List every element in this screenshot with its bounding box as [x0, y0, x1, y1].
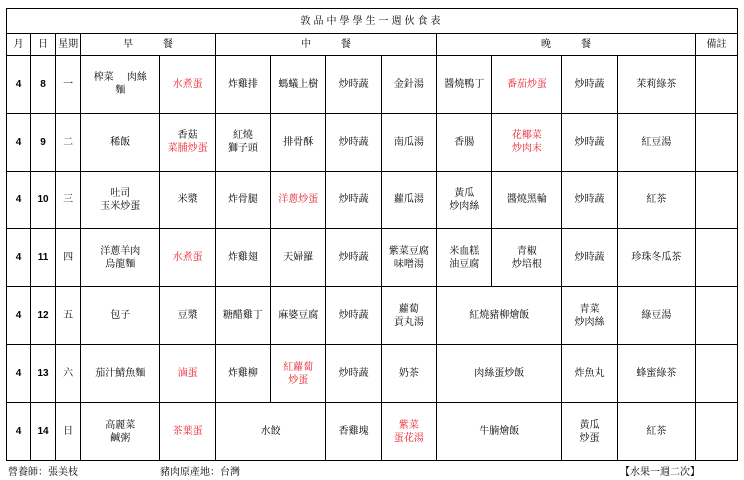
- dish-cell: [492, 113, 562, 171]
- dish-cell: [562, 55, 617, 113]
- dish-name: 黃瓜: [454, 187, 475, 199]
- month-cell: 4: [7, 287, 31, 345]
- dish-name: 炸骨腿: [227, 194, 258, 206]
- dish-cell: [562, 113, 617, 171]
- dish-name: 麵: [115, 85, 126, 97]
- dish-name: 蜂蜜綠茶: [636, 368, 677, 380]
- dish-name: 牛腩燴飯: [479, 426, 520, 438]
- dish-cell: [271, 345, 326, 403]
- dish-cell: [215, 287, 270, 345]
- dish-cell: [562, 229, 617, 287]
- remark-cell: [696, 403, 738, 461]
- dish-name: 炒時蔬: [574, 194, 605, 206]
- dish-cell: [215, 229, 270, 287]
- dish-name: 紅蘿蔔: [283, 361, 314, 373]
- dish-cell: [81, 171, 160, 229]
- day-cell: 12: [31, 287, 56, 345]
- dish-name: 炒蛋: [579, 432, 600, 444]
- dish-name: 米血糕: [449, 245, 480, 257]
- dish-cell: [617, 345, 695, 403]
- weekday-cell: 日: [56, 403, 81, 461]
- dish-name: 金針湯: [393, 78, 424, 90]
- dish-name: 紅燒: [232, 130, 253, 142]
- day-cell: 11: [31, 229, 56, 287]
- dish-name: 炸魚丸: [574, 368, 605, 380]
- dish-name: 洋蔥羊肉: [100, 245, 141, 257]
- dish-cell: [160, 171, 215, 229]
- dish-name: 奶茶: [398, 368, 419, 380]
- remark-cell: [696, 345, 738, 403]
- month-cell: 4: [7, 345, 31, 403]
- dish-name: 醬燒黑輪: [506, 194, 547, 206]
- dish-cell: [160, 345, 215, 403]
- dish-cell: [271, 287, 326, 345]
- dish-cell: [617, 171, 695, 229]
- dish-cell: [160, 229, 215, 287]
- menu-day-row: [7, 345, 738, 403]
- day-cell: 13: [31, 345, 56, 403]
- dish-name: 滷蛋: [177, 368, 198, 380]
- dish-name: 醬燒鴨丁: [444, 78, 485, 90]
- dish-cell: [381, 55, 436, 113]
- dish-name: 茶葉蛋: [172, 426, 203, 438]
- menu-title: 敦品中學學生一週伙食表: [7, 9, 738, 34]
- dish-cell: [617, 55, 695, 113]
- dish-name: 炒時蔬: [574, 78, 605, 90]
- dish-cell: [160, 113, 215, 171]
- header-row: [7, 34, 738, 55]
- weekday-cell: 二: [56, 113, 81, 171]
- dish-cell: [326, 345, 381, 403]
- menu-day-row: [7, 55, 738, 113]
- dish-name: 花椰菜: [511, 130, 542, 142]
- dish-name: 青菜: [579, 303, 600, 315]
- dish-name: 米漿: [177, 194, 198, 206]
- dish-cell: [437, 287, 562, 345]
- remark-cell: [696, 113, 738, 171]
- dish-cell: [381, 345, 436, 403]
- dish-cell: [437, 55, 492, 113]
- dish-name: 紫菜豆腐: [388, 245, 429, 257]
- dish-cell: [437, 345, 562, 403]
- day-cell: 8: [31, 55, 56, 113]
- dish-name: 炸雞柳: [227, 368, 258, 380]
- dish-name: 炒時蔬: [574, 136, 605, 148]
- menu-day-row: [7, 403, 738, 461]
- dish-cell: [81, 229, 160, 287]
- dish-name: 炒肉絲: [574, 316, 605, 328]
- dish-name: 茄汁鯖魚麵: [95, 368, 146, 380]
- dish-name: 豆漿: [177, 310, 198, 322]
- dish-cell: [81, 287, 160, 345]
- dish-cell: [160, 287, 215, 345]
- dish-cell: [562, 171, 617, 229]
- dietitian-label: 營養師：張美枝: [8, 467, 78, 478]
- header-weekday: 星期: [56, 34, 81, 55]
- dish-cell: [215, 55, 270, 113]
- dish-cell: [437, 403, 562, 461]
- dish-cell: [381, 403, 436, 461]
- dish-name: 包子: [110, 310, 131, 322]
- month-cell: 4: [7, 113, 31, 171]
- dish-name: 蛋花湯: [393, 432, 424, 444]
- dish-cell: [326, 403, 381, 461]
- dish-name: 紫菜: [398, 419, 419, 431]
- dish-name: 炒時蔬: [338, 78, 369, 90]
- dish-name: 炒時蔬: [338, 310, 369, 322]
- dish-cell: [617, 287, 695, 345]
- dish-cell: [215, 171, 270, 229]
- weekday-cell: 三: [56, 171, 81, 229]
- dish-name: 玉米炒蛋: [100, 200, 141, 212]
- dish-cell: [271, 229, 326, 287]
- dish-name: 炒培根: [511, 258, 542, 270]
- month-cell: 4: [7, 55, 31, 113]
- dish-name: 炸雞排: [227, 78, 258, 90]
- dish-cell: [160, 403, 215, 461]
- dish-name: 洋蔥炒蛋: [278, 194, 319, 206]
- dish-cell: [492, 171, 562, 229]
- dish-cell: [215, 403, 326, 461]
- dish-cell: [381, 287, 436, 345]
- dish-name: 炒時蔬: [338, 136, 369, 148]
- dish-name: 水煮蛋: [172, 252, 203, 264]
- dish-name: 番茄炒蛋: [506, 78, 547, 90]
- dish-cell: [271, 113, 326, 171]
- header-dinner: 晚 餐: [437, 34, 696, 55]
- menu-days: [7, 55, 738, 460]
- dish-name: 蘿蔔: [398, 303, 419, 315]
- menu-day-row: [7, 229, 738, 287]
- header-day: 日: [31, 34, 56, 55]
- weekday-cell: 一: [56, 55, 81, 113]
- dish-name: 珍珠冬瓜茶: [631, 252, 682, 264]
- dish-name: 味噌湯: [393, 258, 424, 270]
- dish-cell: [326, 113, 381, 171]
- dish-name: 茉莉綠茶: [636, 78, 677, 90]
- month-cell: 4: [7, 229, 31, 287]
- dish-cell: [492, 55, 562, 113]
- dish-name: 糖醋雞丁: [222, 310, 263, 322]
- dish-cell: [326, 229, 381, 287]
- dish-name: 紅茶: [646, 426, 667, 438]
- header-remarks: 備註: [696, 34, 738, 55]
- day-cell: 14: [31, 403, 56, 461]
- header-month: 月: [7, 34, 31, 55]
- dish-name: 炒時蔬: [574, 252, 605, 264]
- dish-name: 水煮蛋: [172, 78, 203, 90]
- dish-cell: [562, 403, 617, 461]
- dish-cell: [617, 113, 695, 171]
- dish-name: 鹹粥: [110, 432, 131, 444]
- month-cell: 4: [7, 403, 31, 461]
- dish-name: 油豆腐: [449, 258, 480, 270]
- dish-name: 天婦羅: [283, 252, 314, 264]
- dish-cell: [160, 55, 215, 113]
- menu-day-row: [7, 113, 738, 171]
- dish-name: 炒時蔬: [338, 252, 369, 264]
- dish-cell: [271, 171, 326, 229]
- dish-name: 螞蟻上樹: [278, 78, 319, 90]
- weekday-cell: 六: [56, 345, 81, 403]
- dish-name: 紅茶: [646, 194, 667, 206]
- dish-name: 炒蛋: [288, 374, 309, 386]
- dish-cell: [617, 403, 695, 461]
- weekday-cell: 五: [56, 287, 81, 345]
- dish-name: 獅子頭: [227, 143, 258, 155]
- dish-name: 貢丸湯: [393, 316, 424, 328]
- dish-cell: [381, 113, 436, 171]
- dish-name: 麻婆豆腐: [278, 310, 319, 322]
- dish-name: 榨菜 肉絲: [93, 72, 147, 84]
- dish-cell: [81, 345, 160, 403]
- dish-name: 香腸: [454, 136, 475, 148]
- dish-cell: [437, 171, 492, 229]
- dish-name: 菜脯炒蛋: [167, 143, 208, 155]
- dish-name: 水餃: [260, 426, 281, 438]
- menu-day-row: [7, 287, 738, 345]
- dish-name: 炒肉末: [511, 143, 542, 155]
- dish-name: 炒時蔬: [338, 368, 369, 380]
- dish-cell: [381, 171, 436, 229]
- month-cell: 4: [7, 171, 31, 229]
- weekday-cell: 四: [56, 229, 81, 287]
- menu-day-row: [7, 171, 738, 229]
- header-lunch: 中 餐: [215, 34, 436, 55]
- dish-name: 青椒: [516, 245, 537, 257]
- pork-origin-label: 豬肉原產地：台灣: [160, 467, 240, 478]
- remark-cell: [696, 55, 738, 113]
- header-breakfast: 早 餐: [81, 34, 216, 55]
- dish-name: 香雞塊: [338, 426, 369, 438]
- dish-name: 炸雞翅: [227, 252, 258, 264]
- dish-name: 烏龍麵: [105, 258, 136, 270]
- dish-cell: [215, 345, 270, 403]
- day-cell: 9: [31, 113, 56, 171]
- dish-cell: [437, 113, 492, 171]
- dish-name: 紅燒豬柳燴飯: [469, 310, 530, 322]
- dish-name: 香菇: [177, 130, 198, 142]
- dish-name: 炒肉絲: [449, 200, 480, 212]
- dish-cell: [81, 55, 160, 113]
- fruit-note: 【水果一週二次】: [620, 467, 700, 478]
- dish-name: 紅豆湯: [641, 136, 672, 148]
- dish-name: 高麗菜: [105, 419, 136, 431]
- dish-name: 吐司: [110, 187, 131, 199]
- dish-name: 排骨酥: [283, 136, 314, 148]
- dish-cell: [271, 55, 326, 113]
- dish-cell: [326, 171, 381, 229]
- dish-name: 肉絲蛋炒飯: [474, 368, 525, 380]
- dish-name: 蘿瓜湯: [393, 194, 424, 206]
- dish-name: 綠豆湯: [641, 310, 672, 322]
- remark-cell: [696, 287, 738, 345]
- remark-cell: [696, 229, 738, 287]
- dish-cell: [326, 55, 381, 113]
- dish-cell: [617, 229, 695, 287]
- dish-cell: [562, 345, 617, 403]
- dish-cell: [562, 287, 617, 345]
- remark-cell: [696, 171, 738, 229]
- day-cell: 10: [31, 171, 56, 229]
- dish-cell: [437, 229, 492, 287]
- dish-cell: [81, 403, 160, 461]
- dish-cell: [215, 113, 270, 171]
- dish-cell: [326, 287, 381, 345]
- dish-name: 黃瓜: [579, 419, 600, 431]
- weekly-menu-table: [6, 8, 738, 461]
- dish-name: 稀飯: [110, 136, 131, 148]
- dish-cell: [81, 113, 160, 171]
- dish-name: 炒時蔬: [338, 194, 369, 206]
- dish-cell: [381, 229, 436, 287]
- dish-name: 南瓜湯: [393, 136, 424, 148]
- dish-cell: [492, 229, 562, 287]
